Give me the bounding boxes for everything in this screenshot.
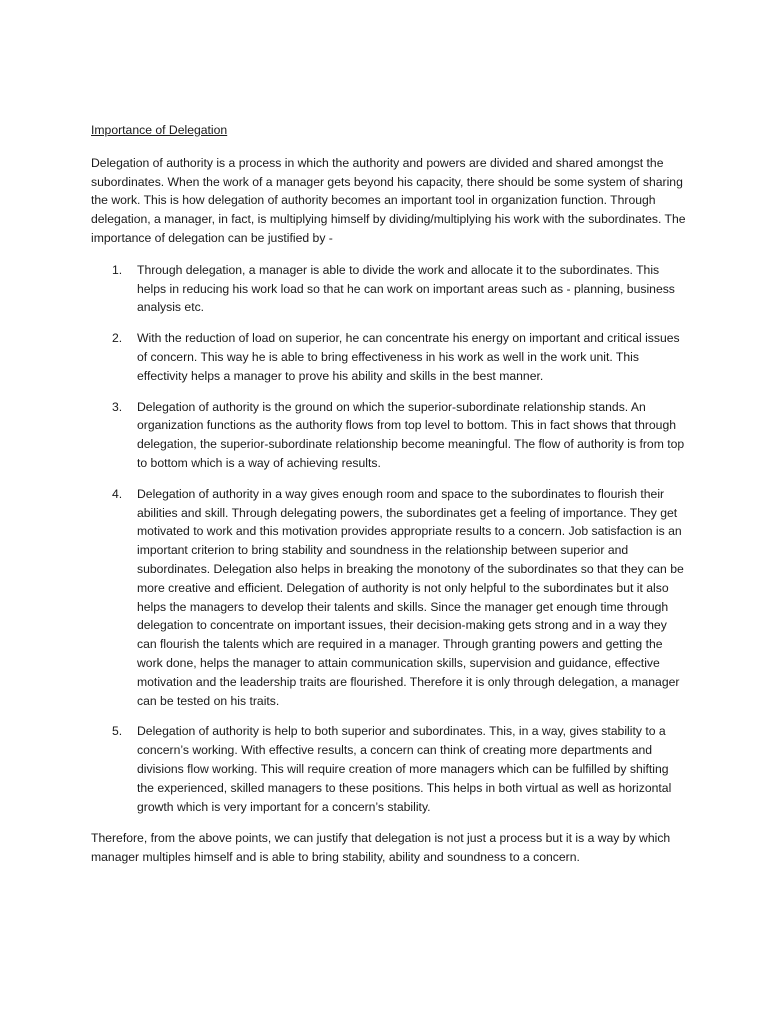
document-page <box>91 121 687 867</box>
conclusion-paragraph: Therefore, from the above points, we can justify that delegation is not just a process but it is a way by which manager multiples himself and is able to bring stability, ability and soundness to a concern. <box>91 831 671 865</box>
list-item <box>91 329 687 385</box>
list-item-text: With the reduction of load on superior, he can concentrate his energy on important and critical issues of concern. This way he is able to bring effectiveness in his work as well in the work unit. This effectivity helps a manager to prove his ability and skills in the best manner. <box>137 331 680 383</box>
list-item-number: 5. <box>112 724 123 739</box>
list-item-number: 1. <box>112 262 123 277</box>
list-item-text: Through delegation, a manager is able to divide the work and allocate it to the subordinates. This helps in reducing his work load so that he can work on important areas such as - planning, business analysis etc. <box>137 262 675 315</box>
list-item-text: Delegation of authority is the ground on which the superior-subordinate relationship stands. An organization functions as the authority flows from top level to bottom. This in fact shows that through delegation, the superior-subordinate relationship become meaningful. The flow of authority is from top to bottom which is a way of achieving results. <box>137 399 685 470</box>
list-item-number: 3. <box>112 399 123 414</box>
document-title: Importance of Delegation <box>91 123 228 137</box>
intro-paragraph: Delegation of authority is a process in which the authority and powers are divided and shared amongst the subordinates. When the work of a manager gets beyond his capacity, there should be some system of sharing the work. This is how delegation of authority becomes an important tool in organization function. Through delegation, a manager, in fact, is multiplying himself by dividing/multiplying his work with the subordinates. The importance of delegation can be justified by - <box>91 155 686 245</box>
list-item-text: Delegation of authority is help to both superior and subordinates. This, in a way, gives stability to a concern’s working. With effective results, a concern can think of creating more departments and divisions flow working. This will require creation of more managers which can be fulfilled by shifting the experienced, skilled managers to these positions. This helps in both virtual as well as horizontal growth which is very important for a concern’s stability. <box>137 724 672 814</box>
list-item <box>91 261 687 317</box>
list-item <box>91 722 687 816</box>
list-item-number: 2. <box>112 331 123 346</box>
list-item <box>91 398 687 473</box>
list-item-number: 4. <box>112 486 123 501</box>
list-item <box>91 485 687 711</box>
list-item-text: Delegation of authority in a way gives enough room and space to the subordinates to flourish their abilities and skill. Through delegating powers, the subordinates get a feeling of importance. They get motivated to work and this motivation provides appropriate results to a concern. Job satisfaction is an important criterion to bring stability and soundness in the relationship between superior and subordinates. Delegation also helps in breaking the monotony of the subordinates so that they can be more creative and efficient. Delegation of authority is not only helpful to the subordinates but it also helps the managers to develop their talents and skills. Since the manager get enough time through delegation to concentrate on important issues, their decision-making gets strong and in a way they can flourish the talents which are required in a manager. Through granting powers and getting the work done, helps the manager to attain communication skills, supervision and guidance, effective motivation and the leadership traits are flourished. Therefore it is only through delegation, a manager can be tested on his traits. <box>137 486 684 708</box>
points-list <box>91 261 687 817</box>
